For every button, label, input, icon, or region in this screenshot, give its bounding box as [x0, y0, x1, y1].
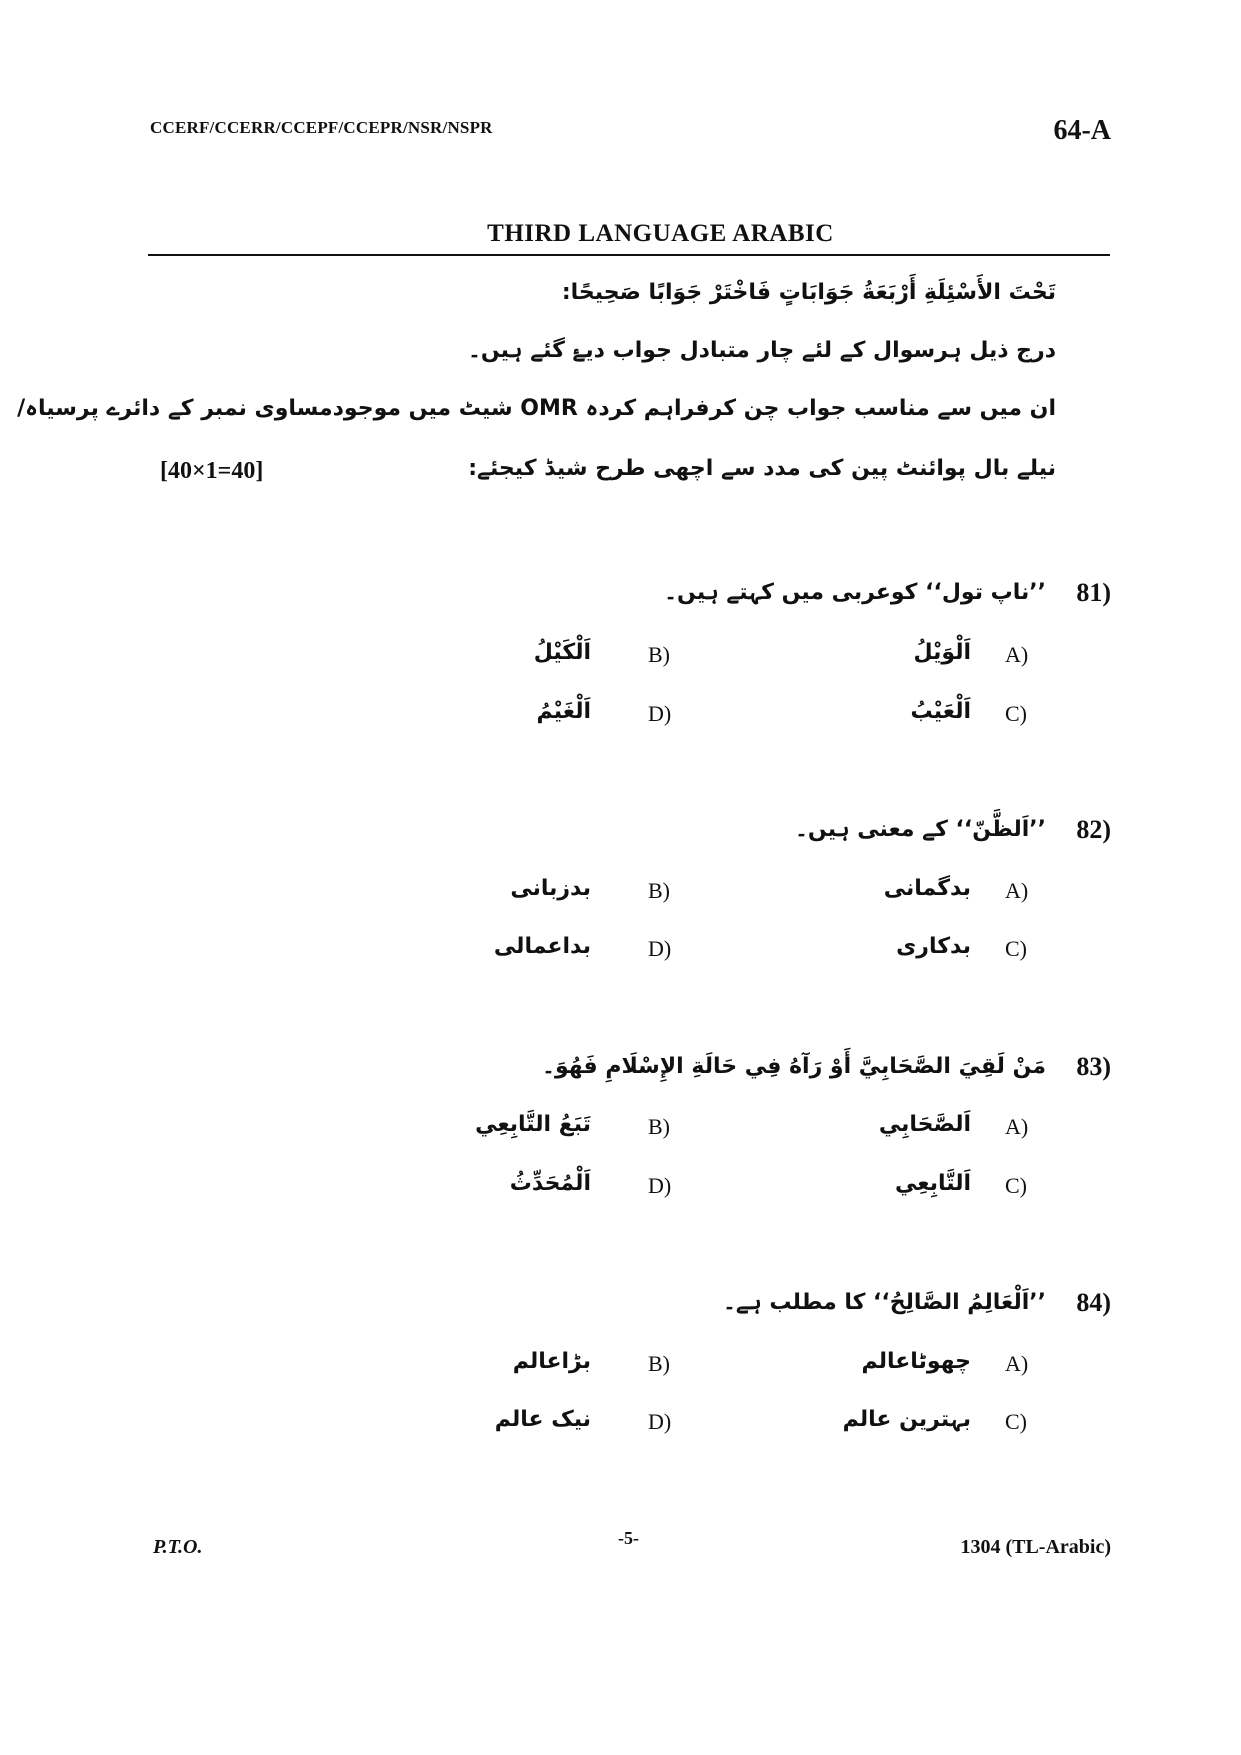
paper-id: 1304 (TL-Arabic) [960, 1536, 1111, 1558]
instruction-line-2: ان میں سے مناسب جواب چن کرفراہم کردہ OMR شیٹ میں موجودمساوی نمبر کے دائرے پرسیاہ/ [17, 396, 1056, 421]
option-b-text: اَلْكَيْلُ [533, 640, 591, 665]
question-number: 84) [1076, 1288, 1111, 1317]
option-c-text: بدکاری [896, 934, 971, 959]
option-b-text: تَبَعُ التَّابِعِي [475, 1112, 591, 1137]
option-b-label: B) [648, 642, 670, 667]
option-d-label: D) [648, 936, 672, 961]
option-d-label: D) [648, 701, 672, 726]
option-b-text: بڑاعالم [512, 1349, 591, 1374]
option-b-text: بدزبانی [510, 876, 591, 901]
option-b-label: B) [648, 1351, 670, 1376]
option-c-label: C) [1005, 701, 1027, 726]
option-a-label: A) [1005, 1114, 1029, 1139]
option-c-label: C) [1005, 1409, 1027, 1434]
pto-label: P.T.O. [153, 1536, 203, 1558]
option-b-label: B) [648, 1114, 670, 1139]
section-title: THIRD LANGUAGE ARABIC [487, 220, 834, 247]
option-d-text: نیک عالم [494, 1407, 591, 1432]
question-text: ’’ناپ تول‘‘ کوعربی میں کہتے ہیں۔ [664, 580, 1046, 605]
option-a-label: A) [1005, 642, 1029, 667]
option-c-text: بہترین عالم [842, 1407, 971, 1432]
question-number: 83) [1076, 1052, 1111, 1081]
option-a-text: چھوٹاعالم [861, 1349, 971, 1374]
title-divider [148, 254, 1110, 256]
option-c-text: اَلْعَيْبُ [910, 699, 971, 724]
option-a-text: اَلْوَيْلُ [913, 640, 971, 665]
option-d-text: اَلْمُحَدِّثُ [509, 1171, 591, 1196]
option-a-label: A) [1005, 1351, 1029, 1376]
question-text: ’’اَلْعَالِمُ الصَّالِحُ‘‘ کا مطلب ہے۔ [723, 1290, 1046, 1315]
page-number: -5- [618, 1528, 639, 1548]
option-a-text: اَلصَّحَابِي [878, 1112, 971, 1137]
option-b-label: B) [648, 878, 670, 903]
option-d-text: بداعمالی [493, 934, 591, 959]
option-d-label: D) [648, 1173, 672, 1198]
instruction-line-1: درج ذیل ہرسوال کے لئے چار متبادل جواب دیۓ گئے ہیں۔ [467, 338, 1056, 363]
paper-codes: CCERF/CCERR/CCEPF/CCEPR/NSR/NSPR [150, 118, 493, 137]
question-number: 82) [1076, 815, 1111, 844]
question-text: ’’اَلظَّنّ‘‘ کے معنی ہیں۔ [795, 817, 1046, 842]
option-a-text: بدگمانی [883, 876, 971, 901]
option-a-label: A) [1005, 878, 1029, 903]
instruction-line-3: نیلے بال پوائنٹ پین کی مدد سے اچھی طرح شیڈ کیجئے: [468, 456, 1056, 481]
question-text: مَنْ لَقِيَ الصَّحَابِيَّ أَوْ رَآهُ فِي حَالَةِ الإِسْلَامِ فَهُوَ۔ [542, 1054, 1046, 1079]
option-c-label: C) [1005, 936, 1027, 961]
marks-allocation: [40×1=40] [160, 458, 264, 484]
option-c-text: اَلتَّابِعِي [895, 1171, 971, 1196]
instruction-arabic: تَحْتَ الأَسْئِلَةِ أَرْبَعَةُ جَوَابَاتٍ فَاخْتَرْ جَوَابًا صَحِيحًا: [561, 280, 1056, 305]
series-code: 64-A [1053, 115, 1111, 146]
option-c-label: C) [1005, 1173, 1027, 1198]
option-d-text: اَلْغَيْمُ [536, 699, 591, 724]
question-number: 81) [1076, 578, 1111, 607]
option-d-label: D) [648, 1409, 672, 1434]
